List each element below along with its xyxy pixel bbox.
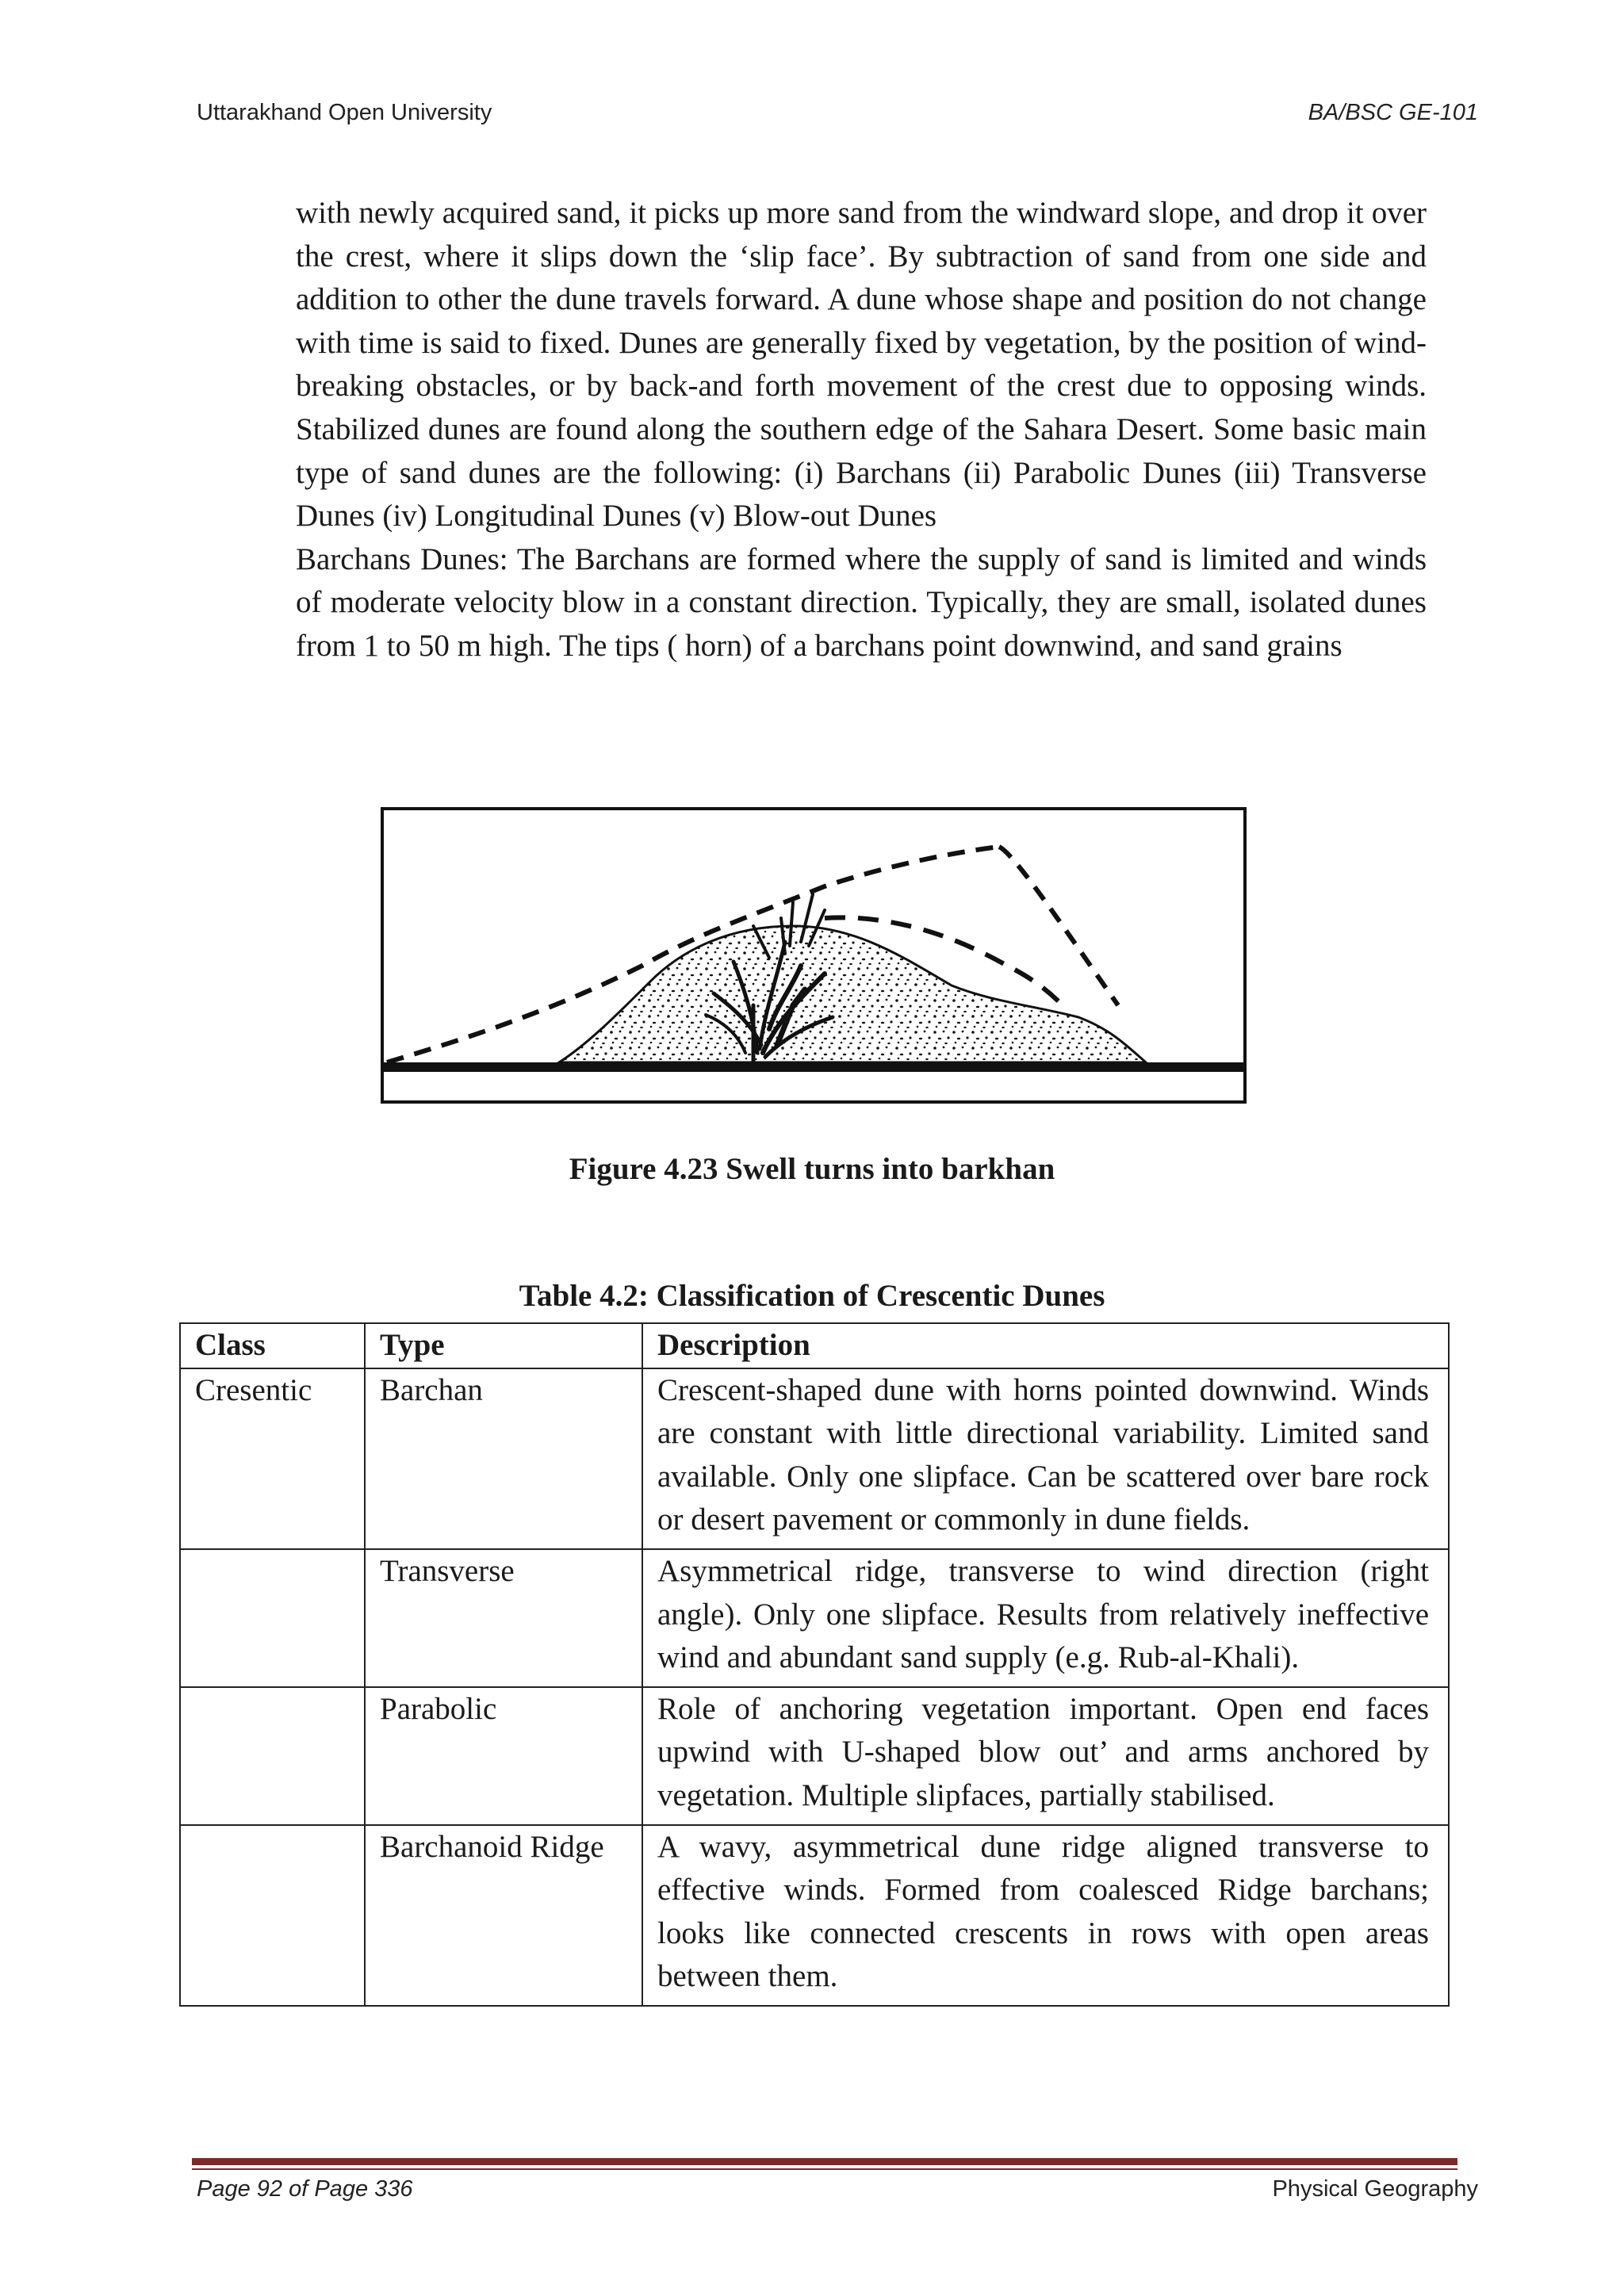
figure-caption: Figure 4.23 Swell turns into barkhan: [569, 1152, 1055, 1186]
cell-type: Parabolic: [365, 1687, 642, 1825]
column-header-description: Description: [642, 1323, 1449, 1368]
ground-line: [384, 1062, 1243, 1072]
table-caption: Table 4.2: Classification of Crescentic Dunes: [519, 1279, 1105, 1313]
cell-description: Role of anchoring vegetation important. Open end faces upwind with U-shaped blow out’ and arms anchored by vegetation. Multiple slipfaces, partially stabilised.: [642, 1687, 1449, 1825]
header-course-code: BA/BSC GE-101: [1308, 100, 1478, 125]
table-header-row: [180, 1323, 1449, 1368]
footer-divider-thin: [192, 2168, 1457, 2170]
dune-illustration: [381, 807, 1247, 1104]
column-header-class: Class: [180, 1323, 365, 1368]
sand-dune: [559, 926, 1146, 1062]
table-row: [180, 1825, 1449, 2006]
cell-class: [180, 1687, 365, 1825]
column-header-type: Type: [365, 1323, 642, 1368]
figure-swell-to-barkhan: [381, 807, 1247, 1104]
cell-class: Cresentic: [180, 1368, 365, 1549]
cell-type: Barchan: [365, 1368, 642, 1549]
footer-divider-thick: [192, 2158, 1457, 2165]
body-text: [296, 192, 1427, 668]
crescentic-dunes-table: [179, 1322, 1450, 2007]
cell-description: A wavy, asymmetrical dune ridge aligned transverse to effective winds. Formed from coalesced Ridge barchans; looks like connected crescents in rows with open areas between them.: [642, 1825, 1449, 2006]
cell-type: Transverse: [365, 1549, 642, 1687]
footer-page-number: Page 92 of Page 336: [197, 2176, 413, 2202]
cell-class: [180, 1549, 365, 1687]
paragraph-sand-dunes: with newly acquired sand, it picks up more sand from the windward slope, and drop it over the crest, where it slips down the ‘slip face’. By subtraction of sand from one side and addition to other the dune travels forward. A dune whose shape and position do not change with time is said to fixed. Dunes are generally fixed by vegetation, by the position of wind-breaking obstacles, or by back-and forth movement of the crest due to opposing winds. Stabilized dunes are found along the southern edge of the Sahara Desert. Some basic main type of sand dunes are the following: (i) Barchans (ii) Parabolic Dunes (iii) Transverse Dunes (iv) Longitudinal Dunes (v) Blow-out Dunes: [296, 196, 1427, 534]
slipface-dashed: [999, 847, 1118, 1005]
table-row: [180, 1687, 1449, 1825]
table-row: [180, 1368, 1449, 1549]
cell-description: Asymmetrical ridge, transverse to wind direction (right angle). Only one slipface. Results from relatively ineffective wind and abundant sand supply (e.g. Rub-al-Khali).: [642, 1549, 1449, 1687]
cell-type: Barchanoid Ridge: [365, 1825, 642, 2006]
header-institution: Uttarakhand Open University: [197, 100, 492, 125]
cell-description: Crescent-shaped dune with horns pointed downwind. Winds are constant with little directional variability. Limited sand available. Only one slipface. Can be scattered over bare rock or desert pavement or commonly in dune fields.: [642, 1368, 1449, 1549]
cell-class: [180, 1825, 365, 2006]
table-row: [180, 1549, 1449, 1687]
paragraph-barchans: Barchans Dunes: The Barchans are formed where the supply of sand is limited and winds of moderate velocity blow in a constant direction. Typically, they are small, isolated dunes from 1 to 50 m high. The tips ( horn) of a barchans point downwind, and sand grains: [296, 541, 1427, 663]
footer-subject: Physical Geography: [1272, 2176, 1478, 2202]
